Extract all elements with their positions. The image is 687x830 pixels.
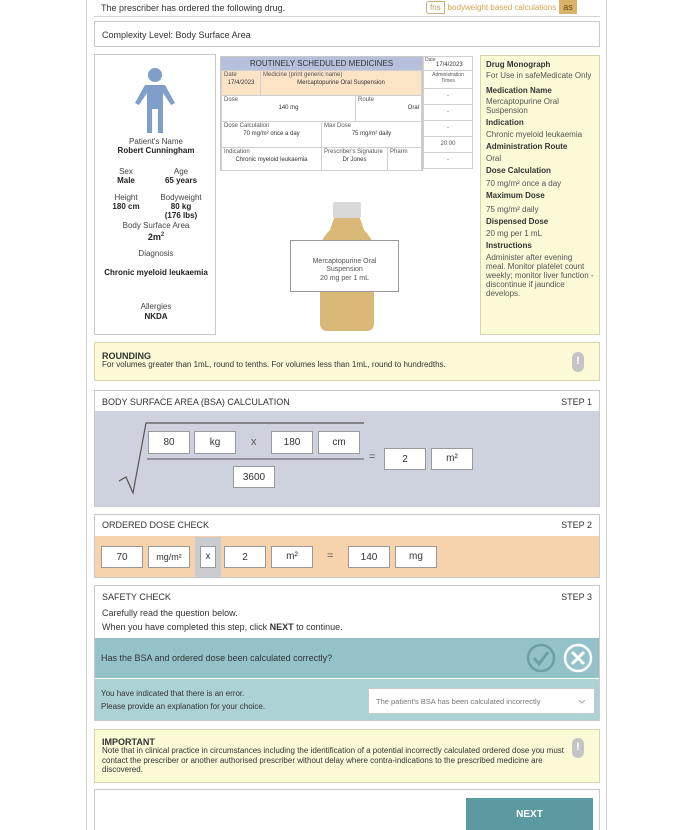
chart-pharm-label: Pharm [390,149,408,155]
chart-max-dose: 75 mg/m² daily [351,131,392,137]
safety-line2-post: to continue. [293,622,343,632]
chart-pharm-cell [387,147,422,171]
bsa-step: STEP 1 [561,397,592,407]
admin-date-cell [423,56,473,71]
safety-question: Has the BSA and ordered dose been calculated correctly? [101,653,333,663]
monograph-indication: Chronic myeloid leukaemia [486,130,583,139]
patient-person-icon [131,67,179,135]
complexity-value: Body Surface Area [175,30,251,40]
fns-tag: fns [426,1,445,14]
chart-signature-cell [321,147,388,171]
age-label: Age [173,167,189,176]
dose-per-m2-input[interactable] [101,546,143,568]
safety-line2 [102,622,343,632]
admin-time-4: 20:00 [423,136,473,153]
chart-dose-cell [221,95,356,122]
bodyweight-lbs: (176 lbs) [164,211,198,220]
dose-step: STEP 2 [561,520,592,530]
monograph-instructions-heading: Instructions [486,241,532,250]
bsa-divisor-input[interactable] [233,466,275,488]
dose-result-unit: mg [395,546,437,568]
monograph-dispensed-heading: Dispensed Dose [486,217,549,226]
safety-step: STEP 3 [561,592,592,602]
sex-value: Male [117,176,135,185]
bsa-result-input[interactable] [384,448,426,470]
chart-date-cell [221,70,261,96]
safety-line2-bold: NEXT [269,622,294,632]
bsa-height-input[interactable] [271,431,313,454]
chart-route-cell [355,95,422,122]
admin-time-1: - [423,88,473,105]
monograph-dose-calc: 70 mg/m² once a day [486,179,562,188]
dose-bsa-input[interactable] [224,546,266,568]
dose-equals-sign: = [327,550,334,562]
error-line1: You have indicated that there is an error. [101,689,245,698]
monograph-name: Mercaptopurine Oral Suspension [486,97,559,115]
question-bar [95,638,599,678]
chart-max-dose-label: Max Dose [324,123,352,129]
dose-title: ORDERED DOSE CHECK [102,520,210,530]
chart-signature-label: Prescriber's Signature [324,149,383,155]
important-text: Note that in clinical practice in circumstances including the identification of a potential incorrectly calculated ordered dose you must contact the prescriber or another authorised prescriber without delay where contra-indications to the prescribed medicine are discovered. [102,746,565,775]
rounding-panel [94,342,600,381]
chart-date-label: Date [224,72,237,78]
patient-name: Robert Cunningham [117,146,195,155]
chart-dose-calc: 70 mg/m² once a day [243,131,300,137]
admin-time-5: - [423,152,473,169]
admin-time-2: - [423,104,473,121]
chart-dose: 140 mg [278,105,299,111]
monograph-route-heading: Administration Route [486,142,568,151]
monograph-name-heading: Medication Name [486,86,552,95]
monograph-max-dose-heading: Maximum Dose [486,191,545,200]
chevron-down-icon [579,700,585,704]
chart-medicine-label: Medicine (print generic name) [263,72,343,78]
incorrect-cross-button[interactable] [563,643,593,673]
administration-column [423,56,473,171]
instruction-text: The prescriber has ordered the following drug. [101,3,286,13]
admin-times-label: Administration Times [423,70,473,89]
monograph-subtitle: For Use in safeMedicate Only [486,71,592,80]
explanation-select[interactable] [368,688,595,714]
allergies-label: Allergies [140,302,172,311]
important-notice [94,729,600,783]
dose-times-sign: x [200,546,216,568]
divider [94,16,600,17]
diagnosis-value: Chronic myeloid leukaemia [104,268,208,277]
explanation-selected: The patient's BSA has been calculated incorrectly [376,697,541,706]
bottle-label-line3: 20 mg per 1 mL [319,275,370,282]
monograph-title: Drug Monograph [486,60,551,69]
patient-name-label: Patient's Name [129,137,183,146]
chart-medicine-cell [260,70,422,96]
chart-dose-calc-label: Dose Calculation [224,123,270,129]
bsa-equals-sign: = [369,451,376,463]
bsa-label: Body Surface Area [122,221,190,230]
chart-title: ROUTINELY SCHEDULED MEDICINES [221,57,422,70]
chart-date: 17/4/2023 [227,80,255,86]
calc-type-tag: bodyweight based calculations [447,2,557,12]
category-tags [426,0,577,14]
rounding-warning-icon: ! [572,352,584,372]
complexity-label: Complexity Level: [102,30,174,40]
drug-monograph [480,55,600,335]
admin-time-3: - [423,120,473,137]
sex-label: Sex [119,167,133,176]
important-warning-icon: ! [572,738,584,758]
bsa-height-unit: cm [318,431,360,454]
rounding-title: ROUNDING [102,351,151,361]
correct-check-button[interactable] [526,643,556,673]
as-tag: as [559,0,577,14]
monograph-indication-heading: Indication [486,118,524,127]
diagnosis-label: Diagnosis [138,249,174,258]
bsa-times-sign: x [251,436,257,448]
chart-signature: Dr Jones [342,157,367,163]
bodyweight-kg: 80 kg [170,202,192,211]
safety-line1: Carefully read the question below. [102,608,238,618]
bsa-weight-input[interactable] [148,431,190,454]
error-line2: Please provide an explanation for your choice. [101,702,266,711]
chart-dose-calc-cell [221,121,322,148]
medication-chart [220,56,423,171]
dose-result-input[interactable] [348,546,390,568]
bottle-label-line2: Suspension [326,266,363,273]
age-value: 65 years [164,176,198,185]
chart-medicine: Mercaptopurine Oral Suspension [297,80,385,86]
chart-indication: Chronic myeloid leukaemia [235,157,308,163]
bodyweight-label: Bodyweight [160,193,202,202]
safety-line2-pre: When you have completed this step, click [102,622,270,632]
bsa-title: BODY SURFACE AREA (BSA) CALCULATION [102,397,290,407]
height-value: 180 cm [112,202,140,211]
chart-route-label: Route [358,97,375,103]
dose-bsa-unit: m² [271,546,313,568]
chart-indication-cell [221,147,322,171]
allergies-value: NKDA [144,312,168,321]
chart-indication-label: Indication [224,149,250,155]
chart-dose-label: Dose [224,97,239,103]
patient-card [94,54,216,335]
error-explanation-bar [95,679,599,720]
chart-max-dose-cell [321,121,422,148]
admin-date: 17/4/2023 [436,62,463,68]
important-title: IMPORTANT [102,737,155,747]
monograph-dispensed: 20 mg per 1 mL [486,229,543,238]
monograph-instructions: Administer after evening meal. Monitor platelet count weekly; monitor liver function - discontinue if jaundice develops. [486,253,594,298]
safety-title: SAFETY CHECK [102,592,171,602]
dose-per-m2-unit: mg/m² [148,546,190,568]
monograph-max-dose: 75 mg/m² daily [486,205,539,214]
chart-route: Oral [407,105,419,111]
height-label: Height [114,193,138,202]
complexity-bar [94,21,600,47]
monograph-route: Oral [486,154,502,163]
admin-date-label: Date [425,57,436,63]
bsa-value: 2m [147,232,161,242]
monograph-dose-calc-heading: Dose Calculation [486,166,551,175]
bsa-calculation-body [95,411,599,506]
bsa-weight-unit: kg [194,431,236,454]
bsa-sup: 2 [160,232,165,238]
bottle-label-line1: Mercaptopurine Oral [312,258,377,265]
rounding-text: For volumes greater than 1mL, round to tenths. For volumes less than 1mL, round to hundredths. [102,360,446,369]
next-button[interactable]: NEXT [466,798,593,830]
bottle-label [290,240,399,292]
bsa-result-unit: m² [431,448,473,470]
